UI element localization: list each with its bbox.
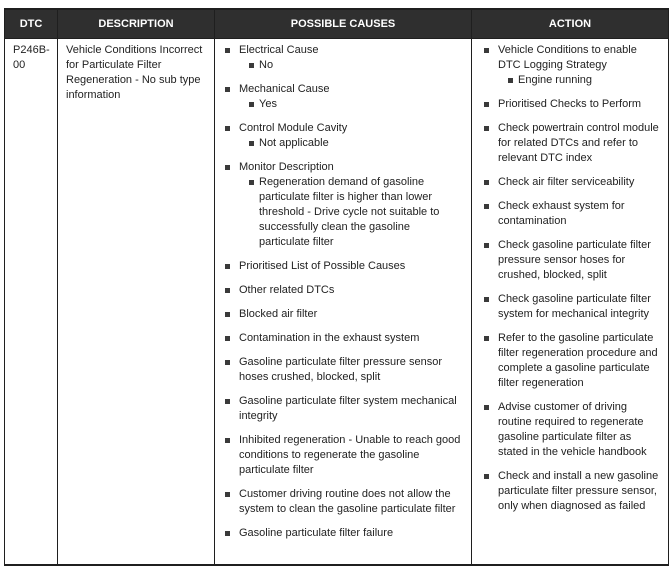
header-description: DESCRIPTION — [58, 9, 215, 39]
cause-item-text: Inhibited regeneration - Unable to reach good conditions to regenerate the gasoline particulate filter — [239, 434, 461, 476]
action-item — [484, 469, 660, 514]
cause-item-text: Gasoline particulate filter failure — [239, 527, 394, 539]
cause-item — [225, 259, 461, 274]
dtc-code: P246B-00 — [5, 39, 58, 566]
action-item-text: Check gasoline particulate filter pressure sensor hoses for crushed, blocked, split — [498, 239, 651, 281]
cause-sub-list — [239, 175, 461, 250]
cause-item-text: Mechanical Cause — [239, 83, 330, 95]
table-header-row — [5, 9, 669, 39]
cause-item — [225, 121, 461, 151]
action-cell — [472, 39, 669, 566]
dtc-description: Vehicle Conditions Incorrect for Particulate Filter Regeneration - No sub type information — [58, 39, 215, 566]
action-sub-item: Engine running — [508, 73, 660, 88]
dtc-table — [4, 8, 669, 566]
header-action: ACTION — [472, 9, 669, 39]
action-item — [484, 238, 660, 283]
possible-causes-cell — [215, 39, 472, 566]
action-item — [484, 175, 660, 190]
cause-item — [225, 82, 461, 112]
action-item-text: Check air filter serviceability — [498, 176, 635, 188]
cause-item — [225, 394, 461, 424]
cause-sub-list — [239, 58, 461, 73]
cause-sub-item: Yes — [249, 97, 461, 112]
cause-item — [225, 331, 461, 346]
cause-item — [225, 433, 461, 478]
cause-sub-item: No — [249, 58, 461, 73]
cause-item — [225, 307, 461, 322]
cause-item-text: Gasoline particulate filter pressure sensor hoses crushed, blocked, split — [239, 356, 442, 383]
cause-item-text: Electrical Cause — [239, 44, 319, 56]
action-item — [484, 199, 660, 229]
action-item-text: Vehicle Conditions to enable DTC Logging Strategy — [498, 44, 637, 71]
action-item — [484, 292, 660, 322]
action-item-text: Prioritised Checks to Perform — [498, 98, 642, 110]
table-row — [5, 39, 669, 566]
cause-item-text: Prioritised List of Possible Causes — [239, 260, 406, 272]
action-item-text: Check and install a new gasoline particulate filter pressure sensor, only when diagnosed as failed — [498, 470, 659, 512]
dtc-table-container — [4, 8, 668, 568]
action-item-text: Check exhaust system for contamination — [498, 200, 625, 227]
cause-item — [225, 160, 461, 250]
action-item-text: Check gasoline particulate filter system for mechanical integrity — [498, 293, 651, 320]
cause-sub-item: Not applicable — [249, 136, 461, 151]
action-item-text: Refer to the gasoline particulate filter regeneration procedure and complete a gasoline particulate filter regeneration — [498, 332, 658, 389]
cause-sub-item: Regeneration demand of gasoline particulate filter is higher than lower threshold - Drive cycle not suitable to successfully clean the gasoline particulate filter — [249, 175, 461, 250]
cause-sub-list — [239, 136, 461, 151]
action-item — [484, 400, 660, 460]
cause-item-text: Blocked air filter — [239, 308, 318, 320]
header-possible-causes: POSSIBLE CAUSES — [215, 9, 472, 39]
cause-item-text: Monitor Description — [239, 161, 334, 173]
cause-item — [225, 526, 461, 541]
action-item — [484, 121, 660, 166]
cause-item-text: Other related DTCs — [239, 284, 335, 296]
action-sub-list — [498, 73, 660, 88]
action-item-text: Check powertrain control module for related DTCs and refer to relevant DTC index — [498, 122, 659, 164]
action-item — [484, 43, 660, 88]
cause-item — [225, 355, 461, 385]
action-item-text: Advise customer of driving routine required to regenerate gasoline particulate filter as stated in the vehicle handbook — [498, 401, 647, 458]
cause-item — [225, 487, 461, 517]
action-item — [484, 331, 660, 391]
header-dtc: DTC — [5, 9, 58, 39]
cause-item — [225, 43, 461, 73]
cause-item-text: Gasoline particulate filter system mechanical integrity — [239, 395, 457, 422]
cause-item-text: Customer driving routine does not allow the system to clean the gasoline particulate filter — [239, 488, 456, 515]
cause-item-text: Contamination in the exhaust system — [239, 332, 420, 344]
action-list — [484, 43, 660, 514]
cause-sub-list — [239, 97, 461, 112]
cause-item-text: Control Module Cavity — [239, 122, 348, 134]
cause-item — [225, 283, 461, 298]
action-item — [484, 97, 660, 112]
possible-causes-list — [225, 43, 461, 541]
